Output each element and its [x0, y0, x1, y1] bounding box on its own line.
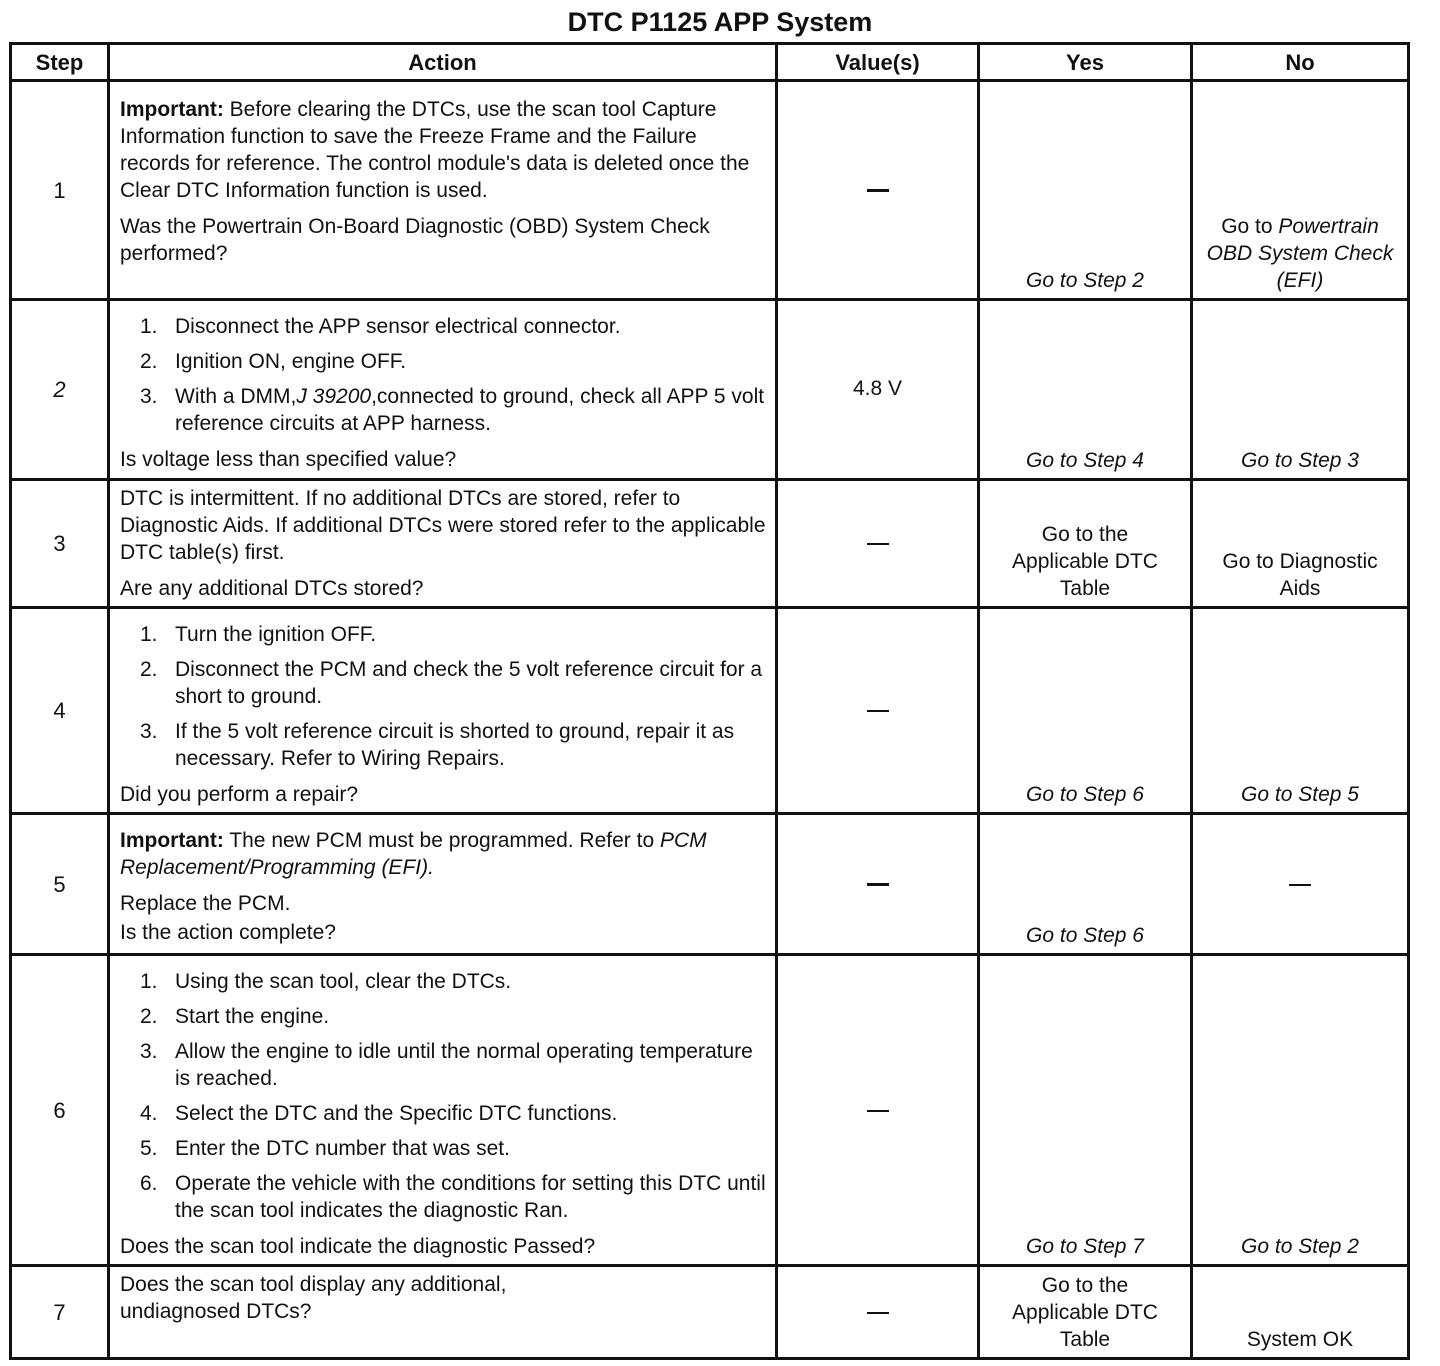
value-dash [867, 1110, 889, 1112]
table-row [11, 81, 1409, 300]
action-cell [109, 814, 777, 955]
yes-cell [979, 955, 1192, 1266]
step-number: 6 [11, 955, 109, 1266]
no-link[interactable]: Go to Step 2 [1241, 1235, 1359, 1258]
important-label: Important: [120, 98, 224, 121]
list-item: 3. With a DMM,J 39200,connected to ground, check all APP 5 volt reference circuits at APP harness. [140, 385, 765, 435]
no-link[interactable]: System OK [1246, 1328, 1354, 1351]
important-text: Before clearing the DTCs, use the scan tool Capture Information function to save the Freeze Frame and the Failure records for reference. The control module's data is deleted once the Clear DTC Information function is used. [120, 98, 750, 202]
page-title: DTC P1125 APP System [567, 7, 873, 37]
no-cell [1192, 814, 1409, 955]
value-dash [867, 710, 889, 712]
column-header-value: Value(s) [777, 44, 979, 81]
step-number: 7 [11, 1266, 109, 1359]
important-label: Important: [120, 829, 224, 852]
diagnostic-table [9, 42, 1410, 1360]
step-number: 3 [11, 480, 109, 608]
question-text: Does the scan tool display any additional, undiagnosed DTCs? [120, 1273, 507, 1323]
no-cell [1192, 300, 1409, 480]
value-dash [867, 883, 889, 886]
list-item: 1. Disconnect the APP sensor electrical connector. [140, 315, 621, 338]
header-row [11, 44, 1409, 81]
no-cell [1192, 955, 1409, 1266]
table-row [11, 300, 1409, 480]
column-header-no: No [1192, 44, 1409, 81]
list-item: 2. Start the engine. [140, 1005, 330, 1028]
yes-link[interactable]: Go to Step 4 [1026, 449, 1144, 472]
table-row [11, 608, 1409, 814]
yes-link[interactable]: Go to the Applicable DTC Table [1012, 523, 1158, 600]
table-row [11, 480, 1409, 608]
action-cell [109, 81, 777, 300]
step-number: 4 [11, 608, 109, 814]
reference-link[interactable]: PCM Replacement/Programming (EFI). [120, 829, 707, 879]
yes-cell [979, 1266, 1192, 1359]
list-item: 3. If the 5 volt reference circuit is shorted to ground, repair it as necessary. Refer to Wiring Repairs. [140, 720, 735, 770]
no-cell [1192, 480, 1409, 608]
yes-link[interactable]: Go to the Applicable DTC Table [1012, 1274, 1158, 1351]
list-item: 1. Turn the ignition OFF. [140, 623, 377, 646]
instruction-text: Replace the PCM. [120, 892, 291, 915]
value-cell [777, 1266, 979, 1359]
column-header-step: Step [11, 44, 109, 81]
action-cell [109, 300, 777, 480]
action-cell [109, 608, 777, 814]
list-item: 5. Enter the DTC number that was set. [140, 1137, 510, 1160]
yes-link[interactable]: Go to Step 6 [1026, 924, 1144, 947]
step-number: 2 [11, 300, 109, 480]
step-list [120, 313, 767, 437]
list-item: 2. Disconnect the PCM and check the 5 volt reference circuit for a short to ground. [140, 658, 763, 708]
list-item: 6. Operate the vehicle with the conditions for setting this DTC until the scan tool indicates the diagnostic Ran. [140, 1172, 766, 1222]
value-dash [867, 543, 889, 545]
question-text: Are any additional DTCs stored? [120, 577, 424, 600]
question-text: Does the scan tool indicate the diagnostic Passed? [120, 1235, 596, 1258]
value-cell [777, 608, 979, 814]
value-cell [777, 81, 979, 300]
body-text: DTC is intermittent. If no additional DTCs are stored, refer to Diagnostic Aids. If additional DTCs were stored refer to the applicable DTC table(s) first. [120, 487, 766, 564]
step-list [120, 621, 767, 772]
important-note: Important: The new PCM must be programmed. Refer to PCM Replacement/Programming (EFI). [120, 829, 707, 879]
value-cell [777, 955, 979, 1266]
value-cell [777, 814, 979, 955]
question-text: Was the Powertrain On-Board Diagnostic (OBD) System Check performed? [120, 215, 710, 265]
yes-link[interactable]: Go to Step 7 [1026, 1235, 1144, 1258]
no-cell [1192, 81, 1409, 300]
column-header-action: Action [109, 44, 777, 81]
value-dash [867, 1312, 889, 1314]
list-item: 3. Allow the engine to idle until the normal operating temperature is reached. [140, 1040, 753, 1090]
no-link[interactable]: Go to Diagnostic Aids [1222, 550, 1378, 600]
yes-cell [979, 608, 1192, 814]
yes-cell [979, 814, 1192, 955]
value-cell [777, 480, 979, 608]
list-item: 4. Select the DTC and the Specific DTC functions. [140, 1102, 618, 1125]
step-list [120, 968, 767, 1224]
question-text: Did you perform a repair? [120, 783, 359, 806]
tool-reference: J 39200 [296, 385, 372, 408]
no-link[interactable]: Go to Step 5 [1241, 783, 1359, 806]
table-row [11, 955, 1409, 1266]
value-dash [867, 189, 889, 192]
list-item: 2. Ignition ON, engine OFF. [140, 350, 407, 373]
list-item: 1. Using the scan tool, clear the DTCs. [140, 970, 512, 993]
question-text: Is voltage less than specified value? [120, 448, 457, 471]
step-number: 1 [11, 81, 109, 300]
action-cell [109, 480, 777, 608]
yes-cell [979, 81, 1192, 300]
value-cell: 4.8 V [777, 300, 979, 480]
question-text: Is the action complete? [120, 921, 336, 944]
table-row [11, 814, 1409, 955]
table-row [11, 1266, 1409, 1359]
step-number: 5 [11, 814, 109, 955]
yes-cell [979, 300, 1192, 480]
no-link[interactable]: Go to Step 3 [1241, 449, 1359, 472]
no-cell [1192, 1266, 1409, 1359]
action-cell [109, 955, 777, 1266]
no-link[interactable]: Powertrain OBD System Check (EFI) [1206, 215, 1394, 292]
yes-link[interactable]: Go to Step 2 [1026, 269, 1144, 292]
yes-link[interactable]: Go to Step 6 [1026, 783, 1144, 806]
action-cell [109, 1266, 777, 1359]
column-header-yes: Yes [979, 44, 1192, 81]
no-prefix: Go to [1221, 215, 1273, 238]
yes-cell [979, 480, 1192, 608]
important-note [120, 96, 767, 204]
no-cell [1192, 608, 1409, 814]
no-dash [1289, 884, 1311, 886]
